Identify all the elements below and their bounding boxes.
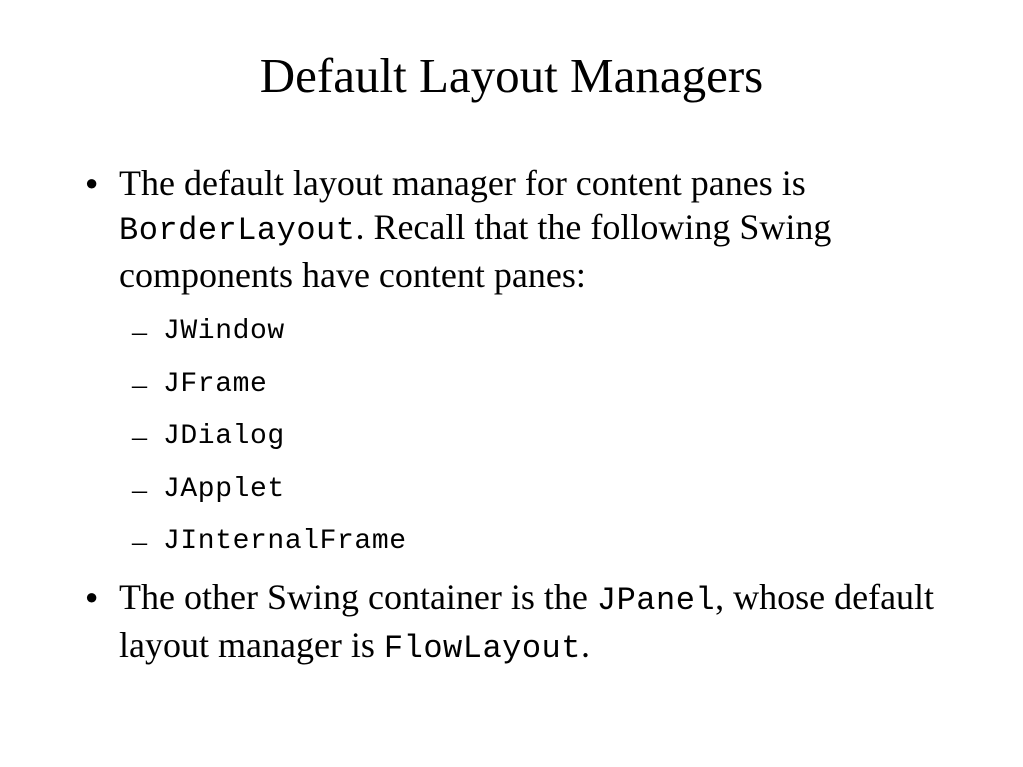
bullet-jpanel (85, 575, 979, 671)
list-item (132, 522, 407, 575)
code-jpanel: JPanel (596, 582, 716, 619)
dash-icon: – (132, 420, 147, 453)
slide-title: Default Layout Managers (259, 48, 764, 103)
list-item (132, 470, 407, 523)
list-item-label: JFrame (163, 368, 268, 400)
list-item (132, 365, 407, 418)
bullet-dot-icon: ● (85, 170, 99, 195)
code-flowlayout: FlowLayout (383, 630, 581, 667)
list-item-label: JApplet (163, 473, 285, 505)
list-item (132, 417, 407, 470)
bullet-text: The default layout manager for content panes is (119, 163, 806, 203)
bullet-text: . Recall that the following Swing components have content panes: (119, 207, 832, 295)
bullet-content-panes (85, 161, 979, 297)
dash-icon: – (132, 315, 147, 348)
list-item-label: JDialog (163, 421, 285, 452)
bullet-text: . (580, 625, 590, 665)
code-borderlayout: BorderLayout (119, 212, 356, 249)
dash-icon: – (132, 525, 147, 558)
bullet-text: The other Swing container is the (119, 577, 597, 617)
list-item-label: JInternalFrame (163, 526, 407, 557)
bullet-dot-icon: ● (85, 584, 99, 609)
dash-icon: – (132, 472, 147, 506)
bullet-text: , whose default layout manager is (119, 577, 935, 665)
dash-icon: – (132, 367, 147, 401)
component-list (132, 312, 407, 575)
list-item (132, 312, 407, 365)
list-item-label: JWindow (163, 316, 285, 347)
